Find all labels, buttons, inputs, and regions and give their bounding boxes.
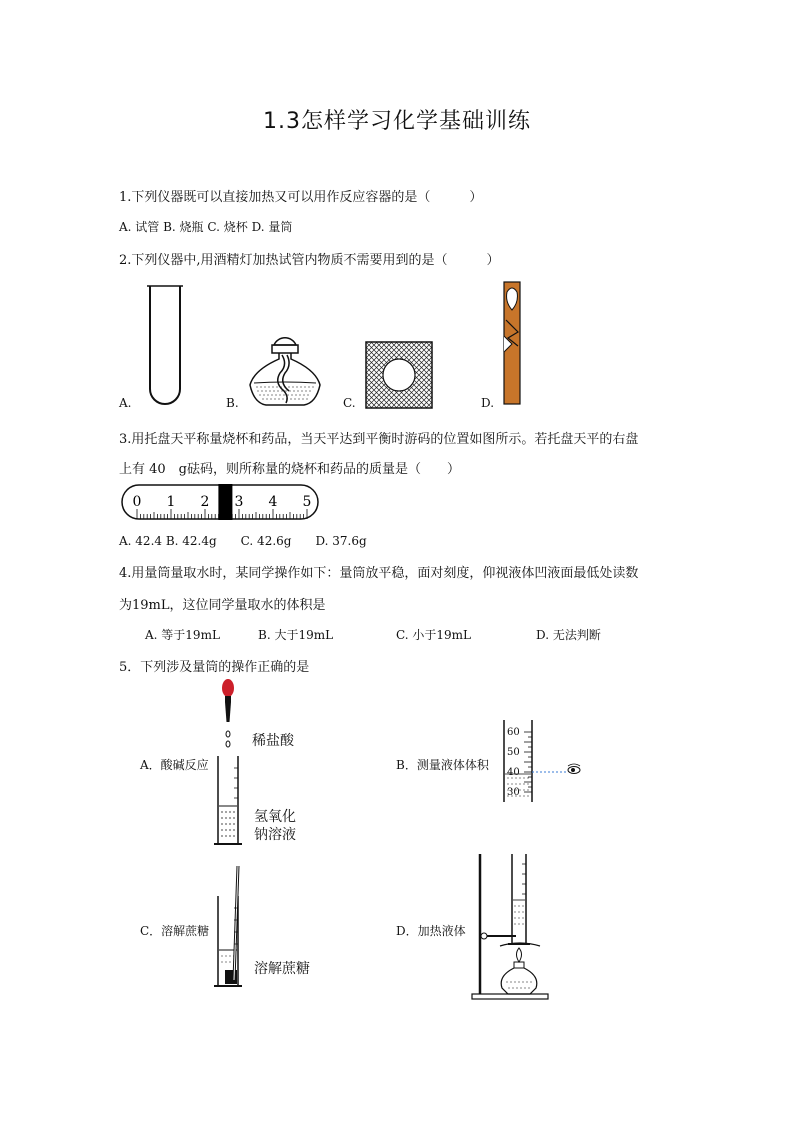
alcohol-lamp-figure — [244, 325, 326, 410]
q2-label-d: D. — [481, 396, 495, 410]
scale-tick-label: 2 — [200, 494, 210, 510]
question-4-line2: 为19mL，这位同学量取水的体积是 — [119, 598, 326, 613]
scale-rider — [218, 484, 232, 520]
page-title: 1.3怎样学习化学基础训练 — [263, 109, 531, 134]
q5-d-heating-figure — [468, 850, 558, 1002]
q5-a-acid-label: 稀盐酸 — [252, 733, 294, 749]
balance-rider-scale — [119, 482, 321, 522]
asbestos-gauze-figure — [364, 340, 434, 410]
test-tube-figure — [140, 284, 190, 409]
q5-b-tick-60: 60 — [507, 727, 520, 738]
scale-tick-label: 5 — [302, 494, 312, 510]
question-4-option-a: A. 等于19mL — [145, 628, 220, 642]
q5-b-tick-30: 30 — [507, 787, 520, 798]
question-1-options: A. 试管 B. 烧瓶 C. 烧杯 D. 量筒 — [119, 220, 293, 234]
question-2-text: 2.下列仪器中,用酒精灯加热试管内物质不需要用到的是（ ） — [119, 253, 500, 268]
q5-a-label: A．酸碱反应 — [140, 758, 209, 772]
question-4-option-b: B. 大于19mL — [258, 628, 334, 642]
test-tube-holder-figure — [496, 280, 526, 408]
q5-d-label: D．加热液体 — [396, 924, 466, 938]
q5-b-tick-40: 40 — [507, 767, 520, 778]
q5-c-dissolving-figure — [210, 862, 260, 990]
q5-c-label: C．溶解蔗糖 — [140, 924, 210, 938]
question-4-option-d: D. 无法判断 — [536, 628, 601, 642]
q5-c-note: 溶解蔗糖 — [254, 961, 310, 977]
question-1-text: 1.下列仪器既可以直接加热又可以用作反应容器的是（ ） — [119, 190, 483, 205]
scale-tick-label: 1 — [166, 494, 176, 510]
q5-a-base-label-1: 氢氧化 — [254, 809, 296, 825]
q5-b-tick-50: 50 — [507, 747, 520, 758]
question-3-line1: 3.用托盘天平称量烧杯和药品，当天平达到平衡时游码的位置如图所示。若托盘天平的右盘 — [119, 432, 639, 447]
question-4-option-c: C. 小于19mL — [396, 628, 472, 642]
question-5-text: 5．下列涉及量筒的操作正确的是 — [119, 660, 310, 675]
question-4-line1: 4.用量筒量取水时，某同学操作如下：量筒放平稳，面对刻度，仰视液体凹液面最低处读数 — [119, 566, 639, 581]
question-3-line2: 上有 40 g砝码，则所称量的烧杯和药品的质量是（ ） — [119, 462, 460, 477]
scale-tick-label: 3 — [234, 494, 244, 510]
q5-b-label: B．测量液体体积 — [396, 758, 489, 772]
q2-label-b: B. — [226, 396, 239, 410]
q2-label-c: C. — [343, 396, 356, 410]
q2-label-a: A. — [119, 396, 132, 410]
question-3-options: A. 42.4 B. 42.4g C. 42.6g D. 37.6g — [119, 534, 367, 548]
scale-tick-label: 4 — [268, 494, 278, 510]
scale-tick-label: 0 — [132, 494, 142, 510]
q5-a-base-label-2: 钠溶液 — [254, 827, 296, 843]
